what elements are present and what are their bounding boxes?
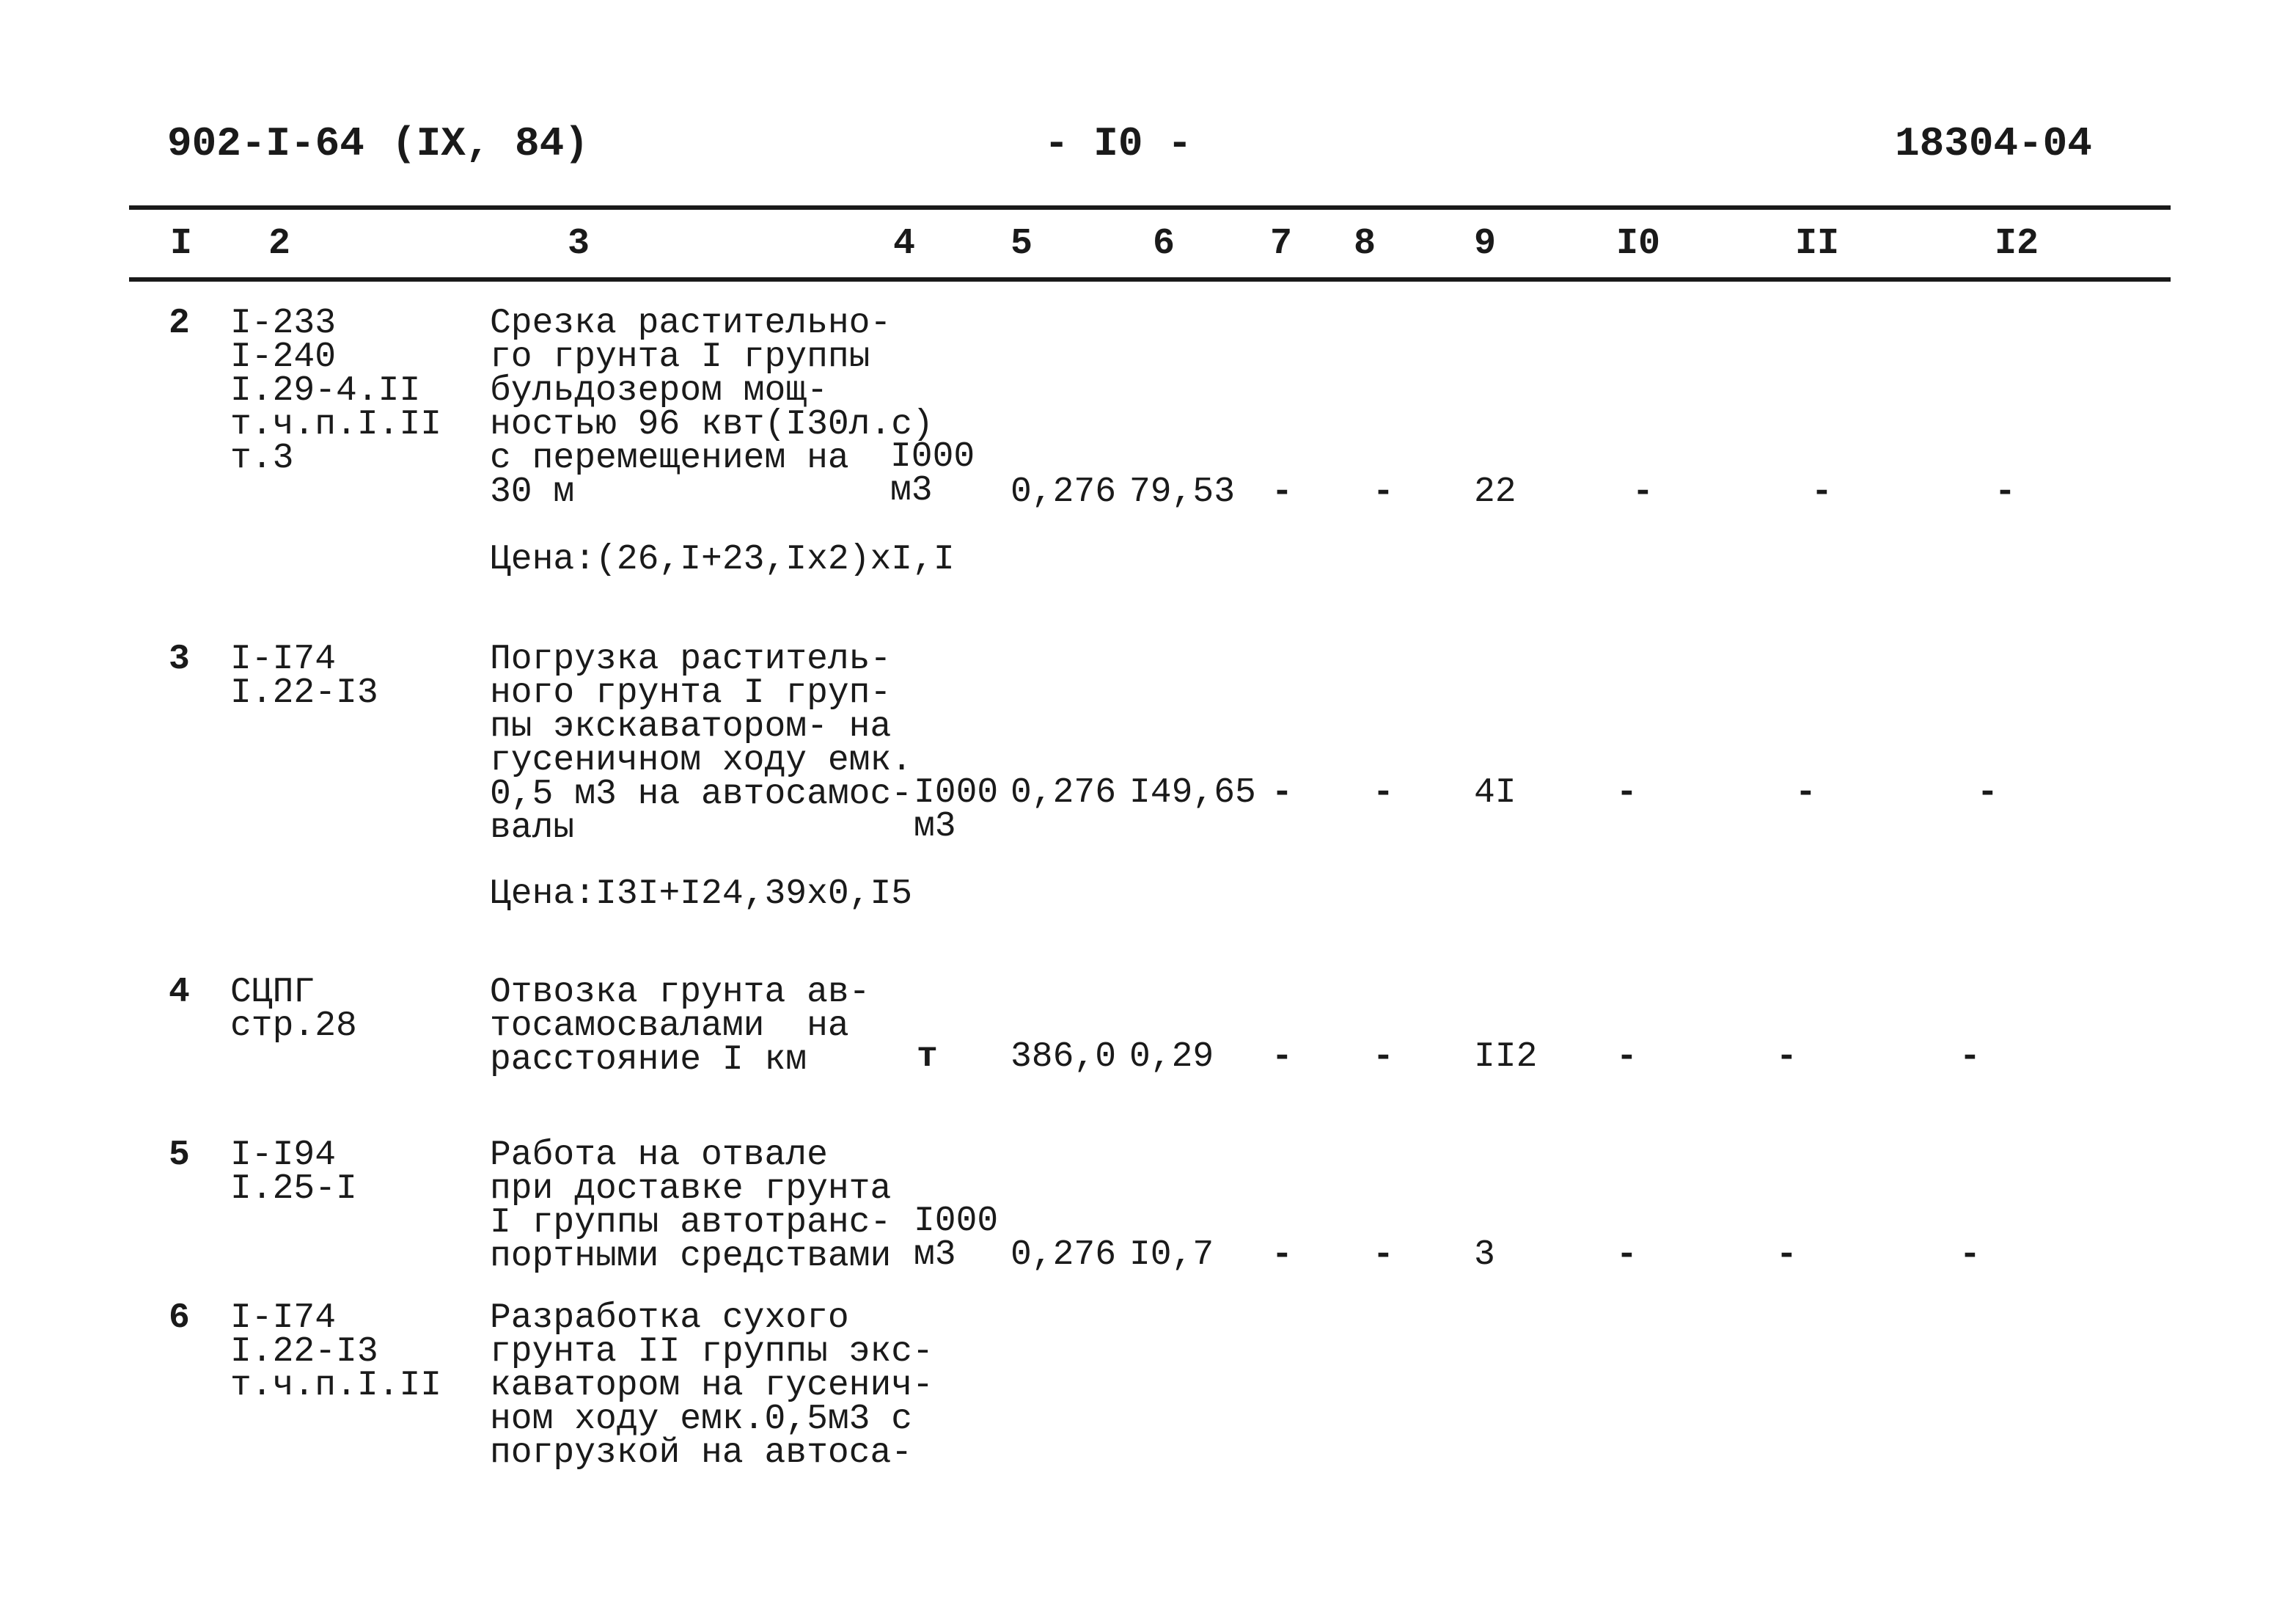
work-description: Разработка сухого грунта II группы экс- каватором на гусенич- ном ходу емк.0,5м3 с погрузкой на автоса- <box>490 1298 934 1473</box>
value-col-10: - <box>1616 1235 1637 1275</box>
value-col-8: - <box>1373 773 1394 813</box>
unit-price: 0,29 <box>1129 1037 1214 1077</box>
unit-price: 79,53 <box>1129 472 1236 512</box>
value-col-7: - <box>1272 773 1293 813</box>
value-col-8: - <box>1373 1235 1394 1275</box>
price-formula: Цена:(26,I+23,Ix2)xI,I <box>490 540 955 579</box>
document-edition: (IX, 84) <box>392 120 589 167</box>
value-col-12: - <box>1959 1037 1981 1077</box>
value-col-12: - <box>1995 472 2016 512</box>
value-col-11: - <box>1776 1037 1797 1077</box>
value-col-8: - <box>1373 472 1394 512</box>
value-col-11: - <box>1776 1235 1797 1275</box>
value-col-10: - <box>1616 773 1637 813</box>
value-col-8: - <box>1373 1037 1394 1077</box>
value-col-9: 22 <box>1474 472 1516 512</box>
quantity: 0,276 <box>1011 1235 1117 1275</box>
page-number: - I0 - <box>1044 120 1192 167</box>
column-header: 2 <box>268 223 291 265</box>
quantity: 0,276 <box>1011 773 1117 813</box>
value-col-12: - <box>1959 1235 1981 1275</box>
value-col-9: 3 <box>1474 1235 1495 1275</box>
value-col-10: - <box>1632 472 1654 512</box>
work-description: Отвозка грунта ав- тосамосвалами на расстояние I км <box>490 973 870 1080</box>
value-col-7: - <box>1272 1235 1293 1275</box>
unit-of-measure: I000 м3 <box>914 773 999 846</box>
row-number: 6 <box>169 1298 190 1338</box>
column-header: 4 <box>893 223 916 265</box>
column-header: I2 <box>1995 223 2039 265</box>
quantity: 0,276 <box>1011 472 1117 512</box>
value-col-9: 4I <box>1474 773 1516 813</box>
column-header: 5 <box>1011 223 1033 265</box>
unit-of-measure: т <box>917 1037 938 1077</box>
column-header: 8 <box>1354 223 1376 265</box>
column-header: 9 <box>1474 223 1497 265</box>
column-header: 3 <box>568 223 590 265</box>
row-number: 4 <box>169 973 190 1012</box>
value-col-9: II2 <box>1474 1037 1538 1077</box>
row-number: 3 <box>169 640 190 679</box>
quantity: 386,0 <box>1011 1037 1117 1077</box>
value-col-7: - <box>1272 472 1293 512</box>
work-description: Работа на отвале при доставке грунта I группы автотранс- портными средствами <box>490 1135 892 1276</box>
norm-reference: I-233 I-240 I.29-4.II т.ч.п.I.II т.3 <box>230 304 442 478</box>
value-col-10: - <box>1616 1037 1637 1077</box>
unit-of-measure: I000 м3 <box>890 437 975 511</box>
value-col-12: - <box>1977 773 1998 813</box>
price-formula: Цена:I3I+I24,39x0,I5 <box>490 874 913 914</box>
document-code: 902-I-64 <box>167 120 364 167</box>
column-header: II <box>1795 223 1840 265</box>
row-number: 5 <box>169 1135 190 1175</box>
unit-price: I0,7 <box>1129 1235 1214 1275</box>
unit-price: I49,65 <box>1129 773 1256 813</box>
norm-reference: I-I74 I.22-I3 <box>230 640 378 713</box>
value-col-11: - <box>1811 472 1833 512</box>
norm-reference: I-I74 I.22-I3 т.ч.п.I.II <box>230 1298 442 1405</box>
column-header: 6 <box>1153 223 1175 265</box>
top-rule <box>129 205 2171 210</box>
column-header: 7 <box>1270 223 1293 265</box>
value-col-11: - <box>1795 773 1816 813</box>
header-bottom-rule <box>129 277 2171 282</box>
row-number: 2 <box>169 304 190 343</box>
column-header: I <box>170 223 193 265</box>
reference-code: 18304-04 <box>1895 120 2092 167</box>
norm-reference: СЦПГ стр.28 <box>230 973 357 1046</box>
norm-reference: I-I94 I.25-I <box>230 1135 357 1209</box>
work-description: Срезка растительно- го грунта I группы бульдозером мощ- ностью 96 квт(I30л.с) с перемещением на 30 м <box>490 304 934 512</box>
column-header: I0 <box>1616 223 1661 265</box>
value-col-7: - <box>1272 1037 1293 1077</box>
work-description: Погрузка раститель- ного грунта I груп- пы экскаватором- на гусеничном ходу емк. 0,5 м3 на автосамос- валы <box>490 640 913 848</box>
unit-of-measure: I000 м3 <box>914 1202 999 1275</box>
